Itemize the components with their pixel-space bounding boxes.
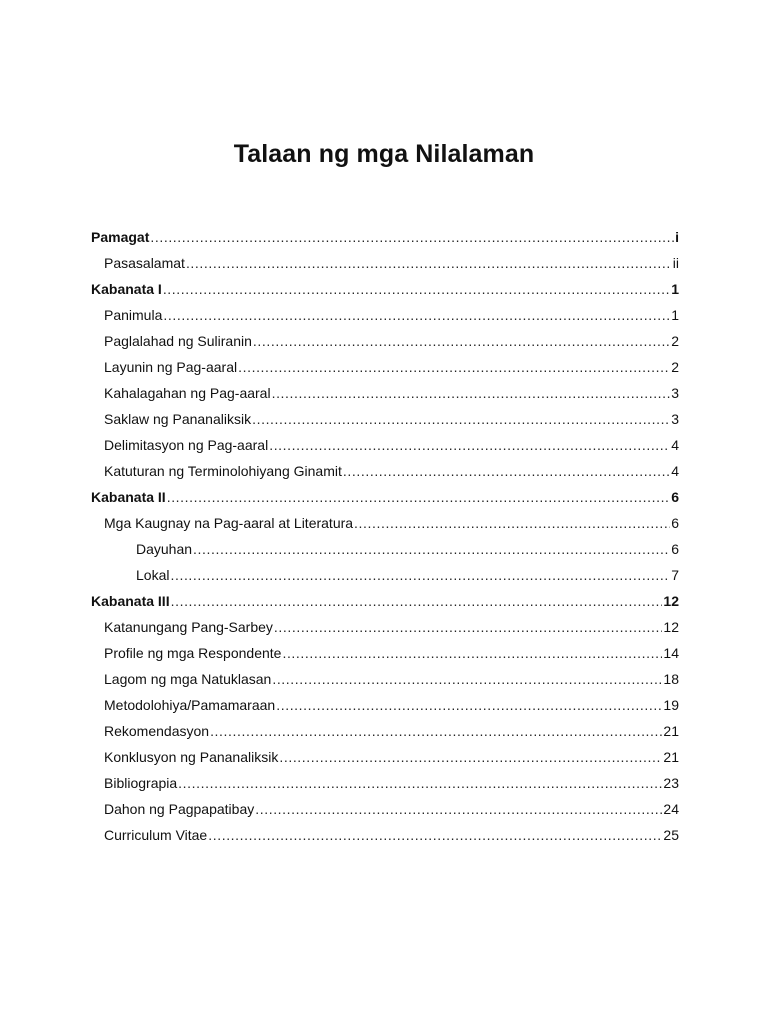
toc-entry [91, 588, 679, 614]
toc-entry [91, 380, 679, 406]
dot-leader [163, 276, 670, 302]
toc-entry [91, 406, 679, 432]
dot-leader [208, 822, 662, 848]
toc-entry-label: Saklaw ng Pananaliksik [104, 411, 252, 427]
toc-entry-page-number: 1 [671, 281, 679, 297]
toc-entry [91, 302, 679, 328]
toc-entry [91, 276, 679, 302]
dot-leader [238, 354, 670, 380]
dot-leader [171, 588, 663, 614]
toc-entry-label: Metodolohiya/Pamamaraan [104, 697, 276, 713]
toc-entry-label: Kahalagahan ng Pag-aaral [104, 385, 271, 401]
toc-entry-page-number: ii [672, 255, 679, 271]
toc-entry-label: Panimula [104, 307, 163, 323]
toc-entry-page-number: 18 [663, 671, 679, 687]
toc-entry-label: Katuturan ng Terminolohiyang Ginamit [104, 463, 342, 479]
toc-entry-label: Kabanata II [91, 489, 166, 505]
toc-entry-label: Rekomendasyon [104, 723, 210, 739]
dot-leader [272, 380, 671, 406]
toc-entry [91, 614, 679, 640]
dot-leader [170, 562, 670, 588]
toc-entry [91, 744, 679, 770]
toc-entry [91, 354, 679, 380]
toc-entry-page-number: 21 [663, 723, 679, 739]
toc-entry-page-number: 23 [663, 775, 679, 791]
dot-leader [255, 796, 662, 822]
toc-entry-page-number: 24 [663, 801, 679, 817]
toc-entry [91, 432, 679, 458]
toc-entry-label: Curriculum Vitae [104, 827, 208, 843]
toc-entry-label: Bibliograpia [104, 775, 178, 791]
toc-entry-label: Delimitasyon ng Pag-aaral [104, 437, 269, 453]
toc-entry-label: Pamagat [91, 229, 150, 245]
toc-entry [91, 640, 679, 666]
toc-entry [91, 822, 679, 848]
toc-entry-label: Katanungang Pang-Sarbey [104, 619, 273, 635]
toc-entry-page-number: 3 [671, 385, 679, 401]
toc-entry [91, 536, 679, 562]
toc-entry-page-number: 4 [671, 437, 679, 453]
dot-leader [163, 302, 670, 328]
toc-entry [91, 328, 679, 354]
toc-entry [91, 250, 679, 276]
toc-entry-page-number: 14 [663, 645, 679, 661]
toc-entry [91, 770, 679, 796]
toc-entry-page-number: 1 [671, 307, 679, 323]
toc-entry-page-number: 2 [671, 359, 679, 375]
dot-leader [253, 328, 670, 354]
toc-entry-page-number: 21 [663, 749, 679, 765]
toc-entry [91, 510, 679, 536]
dot-leader [252, 406, 670, 432]
toc-entry-page-number: 6 [671, 515, 679, 531]
toc-entry-label: Mga Kaugnay na Pag-aaral at Literatura [104, 515, 354, 531]
dot-leader [274, 614, 663, 640]
toc-entry [91, 796, 679, 822]
dot-leader [272, 666, 662, 692]
toc-entry-label: Lokal [136, 567, 170, 583]
toc-entry [91, 484, 679, 510]
dot-leader [279, 744, 662, 770]
toc-entry-label: Dayuhan [136, 541, 193, 557]
toc-entry-label: Kabanata I [91, 281, 162, 297]
dot-leader [150, 224, 674, 250]
dot-leader [193, 536, 670, 562]
toc-entry [91, 224, 679, 250]
dot-leader [343, 458, 670, 484]
toc-entry-label: Dahon ng Pagpapatibay [104, 801, 255, 817]
toc-entry-page-number: 12 [663, 593, 679, 609]
toc-entry-page-number: 4 [671, 463, 679, 479]
dot-leader [269, 432, 670, 458]
toc-entry-page-number: 6 [671, 489, 679, 505]
toc-entry-label: Layunin ng Pag-aaral [104, 359, 238, 375]
toc-entry-page-number: 25 [663, 827, 679, 843]
toc-entry [91, 562, 679, 588]
toc-entry-page-number: 2 [671, 333, 679, 349]
toc-entry-page-number: 6 [671, 541, 679, 557]
toc-entry-label: Profile ng mga Respondente [104, 645, 282, 661]
page-title: Talaan ng mga Nilalaman [233, 140, 535, 168]
toc-entry-page-number: 19 [663, 697, 679, 713]
table-of-contents [91, 224, 679, 848]
toc-entry-label: Konklusyon ng Pananaliksik [104, 749, 279, 765]
dot-leader [186, 250, 672, 276]
dot-leader [282, 640, 662, 666]
toc-entry-page-number: i [675, 229, 679, 245]
toc-entry-page-number: 3 [671, 411, 679, 427]
dot-leader [276, 692, 662, 718]
toc-entry-page-number: 12 [663, 619, 679, 635]
toc-entry-label: Lagom ng mga Natuklasan [104, 671, 272, 687]
toc-entry [91, 666, 679, 692]
dot-leader [167, 484, 671, 510]
toc-entry [91, 458, 679, 484]
dot-leader [210, 718, 662, 744]
toc-entry-label: Pasasalamat [104, 255, 185, 271]
toc-entry-page-number: 7 [671, 567, 679, 583]
dot-leader [178, 770, 662, 796]
toc-entry-label: Kabanata III [91, 593, 170, 609]
toc-entry [91, 718, 679, 744]
toc-entry-label: Paglalahad ng Suliranin [104, 333, 252, 349]
toc-entry [91, 692, 679, 718]
dot-leader [354, 510, 670, 536]
